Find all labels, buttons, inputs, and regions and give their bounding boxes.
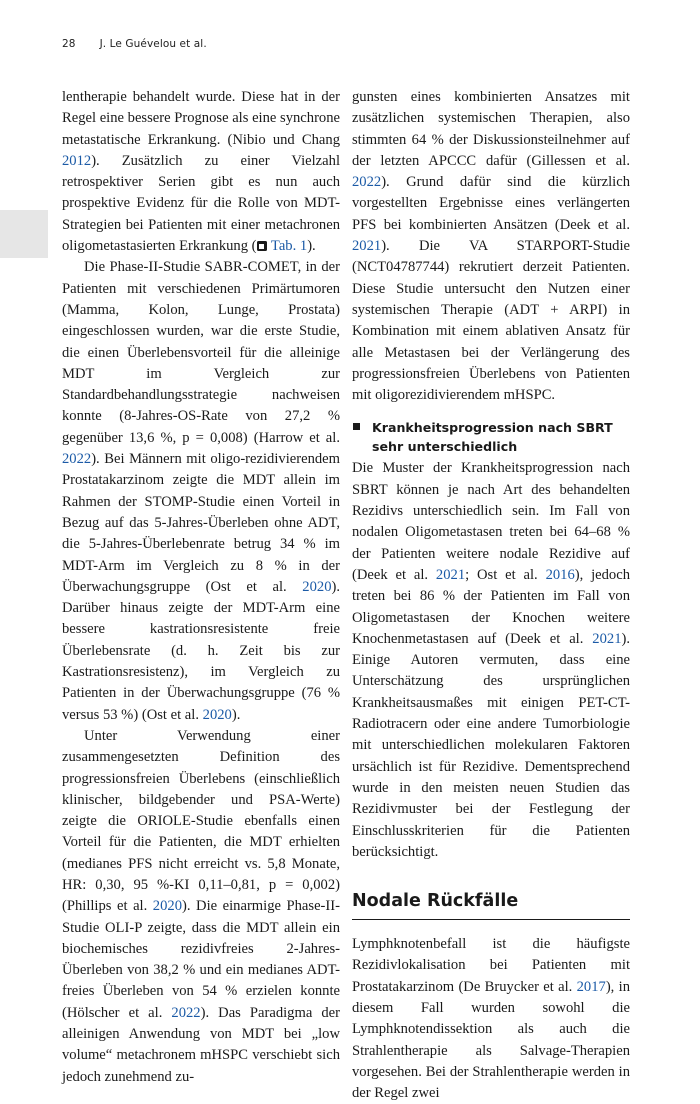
bullet-square-icon [353,423,360,430]
subsection-heading: Krankheitsprogression nach SBRT sehr unterschiedlich [352,418,630,456]
citation-link[interactable]: 2012 [62,152,92,169]
running-title: J. Le Guévelou et al. [99,38,207,50]
citation-link[interactable]: 2016 [545,566,575,583]
paragraph: Unter Verwendung einer zusammengesetzten Definition des progressionsfreien Überlebens (einschließlich klinischer, bildgebender und PSA-Werte) zeigte die ORIOLE-Studie ebenfalls einen Vorteil für die Patienten, die MDT erhielten (medianes PFS nicht erreicht vs. 5,8 Monate, HR: 0,30, 95 %-KI 0,11–0,81, p = 0,002) (Phillips et al. 2020). Die einarmige Phase-II-Studie OLI-P zeigte, dass die MDT allein ein biochemisches rezidivfreies 2-Jahres-Überleben von 38,2 % und ein medianes ADT-freies Überleben von 54 % erzielen konnte (Hölscher et al. 2022). Das Paradigma der alleinigen Anwendung von MDT bei „low volume“ metachronem mHSPC verschiebt sich jedoch zunehmend zu- [62,727,340,1085]
right-column [352,87,630,1104]
citation-link[interactable]: 2022 [62,451,92,468]
citation-link[interactable]: 2020 [152,898,182,915]
citation-link[interactable]: 2021 [592,630,622,647]
citation-link[interactable]: 2022 [352,174,382,191]
citation-link[interactable]: 2017 [576,978,606,995]
chapter-thumb-tab [0,210,48,258]
citation-link[interactable]: 2020 [302,578,332,595]
left-column [62,87,340,1088]
running-header [62,38,207,50]
citation-link[interactable]: 2021 [435,566,466,583]
paragraph: gunsten eines kombinierten Ansatzes mit zusätzlichen systemischen Therapien, also stimmten 64 % der Diskussionsteilnehmer auf der letzten APCCC dafür (Gillessen et al. 2022). Grund dafür sind die kürzlich vorgestellten Ergebnisse eines verlängerten PFS bei kombinierten Ansätzen (Deek et al. 2021). Die VA STARPORT-Studie (NCT04787744) rekrutiert derzeit Patienten. Diese Studie untersucht den Nutzen einer systemischen Therapie (ADT + ARPI) in Kombination mit einem ablativen Ansatz für alle Metastasen bei der Verlängerung des progressionsfreien Überlebens von Patienten mit oligorezidivierendem mHSPC. [352,89,630,404]
paragraph: Lymphknotenbefall ist die häufigste Rezidivlokalisation bei Patienten mit Prostatakarzinom (De Bruycker et al. 2017), in diesem Fall wurden sowohl die Lymphknotendissektion als auch die Strahlentherapie als Salvage-Therapien vorgesehen. Bei der Strahlentherapie werden in der Regel zwei [352,936,630,1102]
section-heading: Nodale Rückfälle [352,889,630,920]
table-icon [257,241,267,251]
paragraph: lentherapie behandelt wurde. Diese hat in der Regel eine bessere Prognose als eine synchrone metastatische Erkrankung. (Nibio und Chang 2012). Zusätzlich zu einer Vielzahl retrospektiver Serien gibt es nun auch prospektive Evidenz für die Rolle von MDT-Strategien bei Patienten mit einer metachronen oligometastasierten Erkrankung ( Tab. 1). [62,89,341,255]
citation-link[interactable]: 2021 [352,238,382,255]
citation-link[interactable]: 2022 [171,1004,201,1021]
paragraph: Die Phase-II-Studie SABR-COMET, in der Patienten mit verschiedenen Primärtumoren (Mamma, Kolon, Lunge, Prostata) eingeschlossen wurden, war die erste Studie, die einen Überlebensvorteil für die alleinige MDT im Vergleich zur Standardbehandlungsstrategie nachweisen konnte (8-Jahres-OS-Rate von 27,2 % gegenüber 13,6 %, p = 0,008) (Harrow et al. 2022). Bei Männern mit oligo-rezidivierendem Prostatakarzinom zeigte die MDT allein im Rahmen der STOMP-Studie einen Vorteil in Bezug auf das 5-Jahres-Überleben ohne ADT, die 5-Jahres-Überlebenrate betrug 34 % im MDT-Arm im Vergleich zu 8 % in der Überwachungsgruppe (Ost et al. 2020). Darüber hinaus zeigte der MDT-Arm eine bessere kastrationsresistente freie Überlebensrate (d. h. Zeit bis zur Kastrationsresistenz), im Vergleich zu Patienten in der Überwachungsgruppe (76 % versus 53 %) (Ost et al. 2020). [62,259,340,723]
table-reference-link[interactable]: Tab. 1 [270,238,308,255]
paragraph: Die Muster der Krankheitsprogression nach SBRT können je nach Art des behandelten Rezidivs unterschiedlich sein. Im Fall von nodalen Oligometastasen treten bei 64–68 % der Patienten weitere nodale Rezidive auf (Deek et al. 2021; Ost et al. 2016), jedoch treten bei 86 % der Patienten im Fall von Oligometastasen der Knochen weitere Knochenmetastasen auf (Deek et al. 2021). Einige Autoren vermuten, dass eine Unterschätzung des ursprünglichen Krankheitsausmaßes mit einigen PET-CT-Radiotracern oder eine andere Tumorbiologie mit unterschiedlichen molekularen Faktoren ursächlich ist für Rezidive. Dementsprechend wurde in den meisten neuen Studien das Rezidivmuster bei der Festlegung der Einschlusskriterien für die Patienten berücksichtigt. [352,460,631,860]
page-number: 28 [62,38,76,50]
citation-link[interactable]: 2020 [202,706,232,723]
section-spacer [352,920,630,934]
